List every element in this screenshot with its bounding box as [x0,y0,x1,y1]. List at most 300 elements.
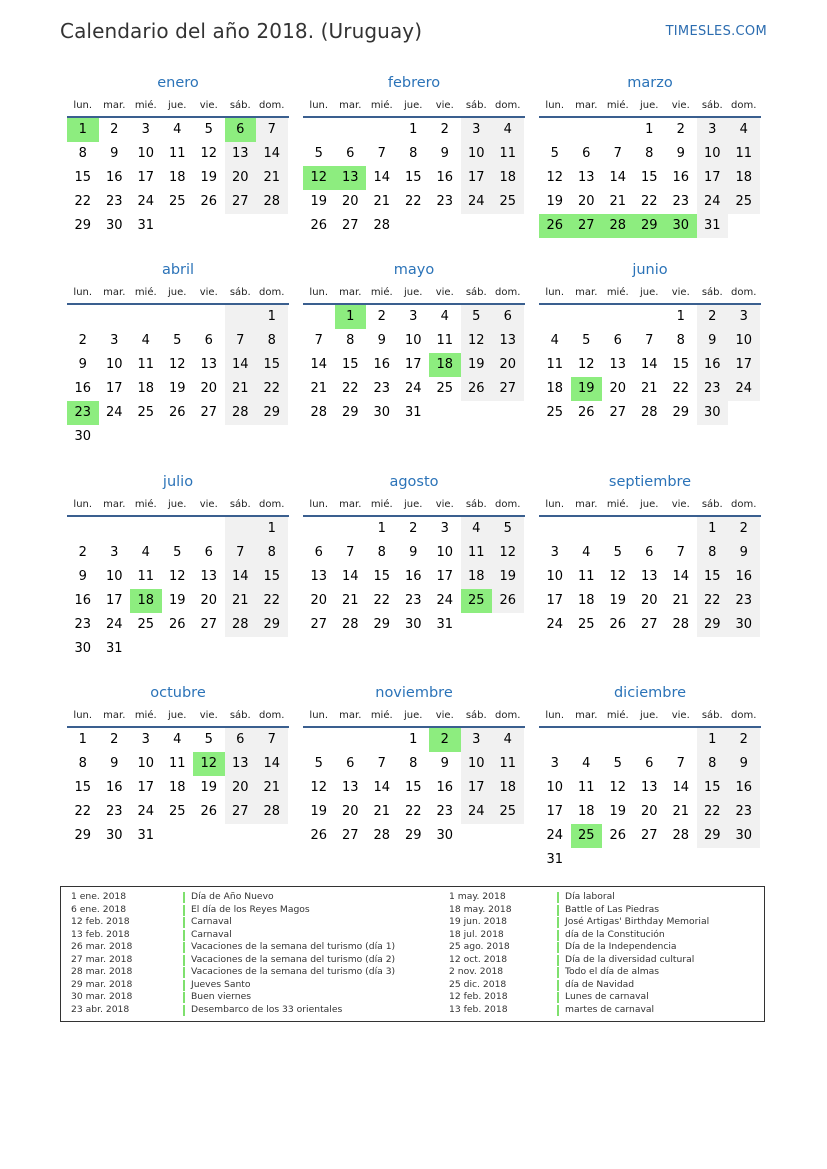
weekday-header [67,281,289,303]
legend-date: 27 mar. 2018 [71,953,133,965]
day-cell: 3 [550,756,559,771]
weekday-label: lun. [309,710,329,721]
day-cell: 12 [310,780,328,795]
holiday-day-cell: 18 [130,589,162,613]
weekday-label: mié. [134,710,157,721]
day-cell: 2 [676,122,685,137]
weekday-label: lun. [309,287,329,298]
day-cell: 22 [256,589,288,613]
weekday-label: vie. [199,710,218,721]
week-row [303,541,525,565]
weekday-label: jue. [640,710,659,721]
week-row [303,329,525,353]
day-cell: 15 [256,353,288,377]
day-cell: 8 [78,146,87,161]
empty-day-cell [193,517,225,541]
weekday-label: sáb. [229,710,251,721]
weekday-label: lun. [545,710,565,721]
week-row [539,517,761,541]
day-cell: 26 [492,589,524,613]
day-cell: 17 [137,780,155,795]
legend-entry [449,941,769,954]
month-name: mayo [393,262,435,278]
holiday-color-marker [183,905,185,916]
weekday-label: mié. [134,287,157,298]
day-cell: 14 [310,357,328,372]
legend-date: 6 ene. 2018 [71,903,127,915]
day-cell: 28 [225,613,257,637]
empty-day-cell [539,728,571,752]
weekday-label: mar. [103,287,126,298]
empty-day-cell [67,305,99,329]
weekday-label: lun. [73,100,93,111]
day-cell: 29 [256,401,288,425]
day-cell: 24 [546,617,564,632]
day-cell: 3 [697,118,729,142]
day-cell: 10 [697,142,729,166]
day-cell: 1 [409,122,418,137]
day-cell: 6 [225,728,257,752]
legend-date: 28 mar. 2018 [71,966,133,977]
day-cell: 13 [640,780,658,795]
day-cell: 17 [105,381,123,396]
day-cell: 6 [492,305,524,329]
empty-day-cell [225,214,257,238]
day-cell: 3 [550,545,559,560]
weekday-label: vie. [671,710,690,721]
day-cell: 5 [582,333,591,348]
week-row [67,637,289,661]
day-cell: 20 [200,381,218,396]
day-cell: 11 [137,569,155,584]
week-row [67,166,289,190]
week-row [303,118,525,142]
week-row [303,589,525,613]
day-cell: 19 [609,804,627,819]
weekday-label: vie. [199,287,218,298]
day-cell: 6 [204,333,213,348]
day-cell: 29 [74,218,92,233]
weekday-header [539,704,761,726]
day-cell: 2 [440,122,449,137]
month-noviembre [303,682,525,848]
day-cell: 30 [105,828,123,843]
day-cell: 20 [640,593,658,608]
holiday-legend [60,886,765,1022]
day-cell: 17 [728,353,760,377]
empty-day-cell [571,848,603,872]
holiday-day-cell: 25 [571,824,603,848]
legend-holiday-name: día de Navidad [565,978,635,990]
day-cell: 17 [697,166,729,190]
week-row [303,824,525,848]
day-cell: 10 [728,329,760,353]
day-cell: 1 [645,122,654,137]
day-cell: 4 [550,333,559,348]
weekday-label: jue. [640,100,659,111]
empty-day-cell [225,824,257,848]
day-cell: 8 [346,333,355,348]
empty-day-cell [303,517,335,541]
day-cell: 28 [310,405,328,420]
day-cell: 12 [492,541,524,565]
empty-day-cell [492,214,524,238]
day-cell: 21 [256,776,288,800]
weekday-label: mar. [339,710,362,721]
day-cell: 18 [168,170,186,185]
empty-day-cell [335,118,367,142]
day-cell: 17 [105,593,123,608]
day-cell: 28 [256,190,288,214]
day-cell: 18 [728,166,760,190]
holiday-day-cell: 12 [303,166,335,190]
brand-link[interactable]: TIMESLES.COM [665,24,767,39]
week-row [67,728,289,752]
day-cell: 18 [546,381,564,396]
day-cell: 8 [697,541,729,565]
day-cell: 3 [461,118,493,142]
day-cell: 10 [137,146,155,161]
day-cell: 22 [640,194,658,209]
day-cell: 5 [492,517,524,541]
day-cell: 16 [74,381,92,396]
empty-day-cell [634,517,666,541]
day-cell: 10 [105,357,123,372]
day-cell: 14 [256,752,288,776]
empty-day-cell [728,401,760,425]
legend-date: 13 feb. 2018 [71,928,130,940]
month-enero [67,72,289,238]
day-cell: 17 [461,166,493,190]
day-cell: 13 [609,357,627,372]
day-cell: 14 [609,170,627,185]
weekday-label: lun. [73,287,93,298]
day-cell: 24 [461,800,493,824]
empty-day-cell [162,305,194,329]
day-cell: 13 [200,357,218,372]
empty-day-cell [162,824,194,848]
week-row [67,541,289,565]
day-cell: 10 [461,142,493,166]
weekday-label: lun. [545,287,565,298]
week-row [539,377,761,401]
day-cell: 22 [341,381,359,396]
day-cell: 21 [225,589,257,613]
holiday-day-cell: 29 [634,214,666,238]
weekday-label: mar. [339,287,362,298]
weekday-label: mié. [370,710,393,721]
weekday-label: dom. [495,499,521,510]
weekday-label: mié. [134,499,157,510]
day-cell: 4 [582,545,591,560]
day-cell: 24 [105,617,123,632]
weekday-header [303,704,525,726]
day-cell: 24 [105,405,123,420]
week-row [539,800,761,824]
weekday-label: sáb. [465,710,487,721]
weekday-label: sáb. [465,287,487,298]
legend-entry [449,991,769,1004]
empty-day-cell [728,214,760,238]
weekday-label: mié. [370,287,393,298]
week-row [67,752,289,776]
day-cell: 12 [609,569,627,584]
weekday-label: mar. [103,100,126,111]
empty-day-cell [602,728,634,752]
empty-day-cell [366,118,398,142]
day-cell: 16 [728,565,760,589]
weekday-header [67,493,289,515]
day-cell: 26 [577,405,595,420]
day-cell: 7 [314,333,323,348]
day-cell: 27 [609,405,627,420]
day-cell: 9 [409,545,418,560]
weekday-label: jue. [404,100,423,111]
weekday-label: lun. [73,710,93,721]
day-cell: 14 [672,569,690,584]
day-cell: 26 [461,377,493,401]
day-cell: 23 [105,194,123,209]
weekday-label: dom. [495,287,521,298]
legend-entry [71,1004,391,1017]
legend-entry [449,929,769,942]
day-cell: 22 [672,381,690,396]
day-cell: 15 [404,780,422,795]
day-cell: 30 [728,824,760,848]
weekday-label: dom. [259,499,285,510]
weekday-label: lun. [73,499,93,510]
weekday-label: jue. [168,287,187,298]
holiday-day-cell: 12 [193,752,225,776]
day-cell: 12 [577,357,595,372]
legend-entry [71,941,396,954]
day-cell: 9 [78,569,87,584]
day-cell: 2 [78,333,87,348]
day-cell: 22 [404,804,422,819]
empty-day-cell [571,305,603,329]
day-cell: 22 [697,589,729,613]
day-cell: 16 [74,593,92,608]
day-cell: 17 [546,804,564,819]
day-cell: 26 [609,828,627,843]
holiday-color-marker [557,955,559,966]
weekday-label: mar. [103,710,126,721]
day-cell: 31 [137,828,155,843]
day-cell: 8 [697,752,729,776]
legend-holiday-name: Día de la diversidad cultural [565,953,695,965]
day-cell: 6 [204,545,213,560]
weekday-header [539,281,761,303]
day-cell: 28 [373,218,391,233]
day-cell: 13 [492,329,524,353]
page-title: Calendario del año 2018. (Uruguay) [60,19,423,43]
legend-entry [71,916,391,929]
day-cell: 21 [640,381,658,396]
day-cell: 13 [310,569,328,584]
weekday-header [303,281,525,303]
empty-day-cell [99,425,131,449]
day-cell: 2 [697,305,729,329]
legend-entry [71,979,391,992]
day-cell: 2 [728,728,760,752]
month-name: noviembre [375,685,453,701]
weekday-label: mié. [370,100,393,111]
day-cell: 5 [613,756,622,771]
week-row [303,142,525,166]
week-row [303,190,525,214]
weekday-header [539,94,761,116]
legend-holiday-name: El día de los Reyes Magos [191,903,310,915]
month-name: agosto [389,474,439,490]
legend-entry [449,954,769,967]
day-cell: 20 [225,166,257,190]
week-row [67,425,289,449]
day-cell: 11 [577,569,595,584]
day-cell: 12 [461,329,493,353]
legend-date: 29 mar. 2018 [71,978,133,990]
holiday-color-marker [557,967,559,978]
day-cell: 9 [78,357,87,372]
day-cell: 11 [436,333,454,348]
weekday-label: jue. [640,287,659,298]
empty-day-cell [539,305,571,329]
empty-day-cell [602,517,634,541]
day-cell: 11 [728,142,760,166]
week-row [67,517,289,541]
day-cell: 21 [373,194,391,209]
month-febrero [303,72,525,238]
day-cell: 25 [436,381,454,396]
legend-entry [71,929,391,942]
day-cell: 18 [492,776,524,800]
legend-entry [71,891,391,904]
week-row [67,377,289,401]
legend-date: 18 may. 2018 [449,903,512,915]
empty-day-cell [193,214,225,238]
legend-date: 23 abr. 2018 [71,1003,130,1015]
day-cell: 23 [697,377,729,401]
legend-entry [449,891,769,904]
day-cell: 28 [373,828,391,843]
day-cell: 27 [310,617,328,632]
weekday-label: dom. [731,499,757,510]
legend-entry [449,966,769,979]
legend-date: 30 mar. 2018 [71,991,133,1002]
day-cell: 12 [546,170,564,185]
day-cell: 5 [173,545,182,560]
empty-day-cell [256,824,288,848]
weekday-label: sáb. [229,100,251,111]
legend-holiday-name: Buen viernes [191,991,252,1002]
day-cell: 8 [256,541,288,565]
day-cell: 23 [728,800,760,824]
legend-date: 2 nov. 2018 [449,966,504,977]
day-cell: 7 [676,545,685,560]
month-abril [67,259,289,449]
day-cell: 4 [173,732,182,747]
day-cell: 31 [105,641,123,656]
empty-day-cell [335,517,367,541]
week-row [303,166,525,190]
day-cell: 8 [377,545,386,560]
day-cell: 20 [609,381,627,396]
month-name: diciembre [613,685,687,701]
day-cell: 17 [461,776,493,800]
weekday-label: mar. [103,499,126,510]
day-cell: 15 [373,569,391,584]
holiday-day-cell: 1 [67,118,99,142]
day-cell: 29 [697,824,729,848]
day-cell: 7 [346,545,355,560]
month-name: abril [161,262,195,278]
day-cell: 5 [204,122,213,137]
empty-day-cell [366,728,398,752]
legend-date: 26 mar. 2018 [71,941,133,952]
day-cell: 10 [546,569,564,584]
day-cell: 3 [461,728,493,752]
legend-holiday-name: Battle of Las Piedras [565,903,660,915]
day-cell: 15 [341,357,359,372]
day-cell: 27 [225,800,257,824]
weekday-label: mié. [606,710,629,721]
day-cell: 18 [577,593,595,608]
day-cell: 22 [404,194,422,209]
day-cell: 16 [105,780,123,795]
day-cell: 21 [256,166,288,190]
day-cell: 6 [346,756,355,771]
day-cell: 3 [409,309,418,324]
day-cell: 25 [728,190,760,214]
day-cell: 15 [74,170,92,185]
day-cell: 14 [225,353,257,377]
weekday-label: vie. [435,100,454,111]
empty-day-cell [665,848,697,872]
holiday-color-marker [183,967,185,978]
day-cell: 28 [640,405,658,420]
legend-entry [71,904,391,917]
week-row [67,305,289,329]
day-cell: 1 [697,728,729,752]
day-cell: 7 [256,118,288,142]
week-row [303,613,525,637]
holiday-color-marker [183,1005,185,1016]
weekday-label: dom. [259,100,285,111]
weekday-label: dom. [731,287,757,298]
day-cell: 25 [577,617,595,632]
month-marzo [539,72,761,238]
weekday-label: jue. [404,499,423,510]
legend-holiday-name: día de la Constitución [565,928,665,940]
day-cell: 14 [373,780,391,795]
day-cell: 16 [436,170,454,185]
week-row [539,541,761,565]
day-cell: 31 [404,405,422,420]
legend-holiday-name: Carnaval [191,928,232,940]
day-cell: 11 [492,142,524,166]
day-cell: 8 [256,329,288,353]
day-cell: 15 [404,170,422,185]
day-cell: 27 [225,190,257,214]
month-name: junio [632,262,668,278]
day-cell: 9 [110,756,119,771]
legend-date: 1 ene. 2018 [71,891,127,902]
day-cell: 19 [609,593,627,608]
day-cell: 7 [377,756,386,771]
weekday-label: vie. [435,499,454,510]
day-cell: 7 [645,333,654,348]
legend-entry [71,966,396,979]
day-cell: 4 [173,122,182,137]
